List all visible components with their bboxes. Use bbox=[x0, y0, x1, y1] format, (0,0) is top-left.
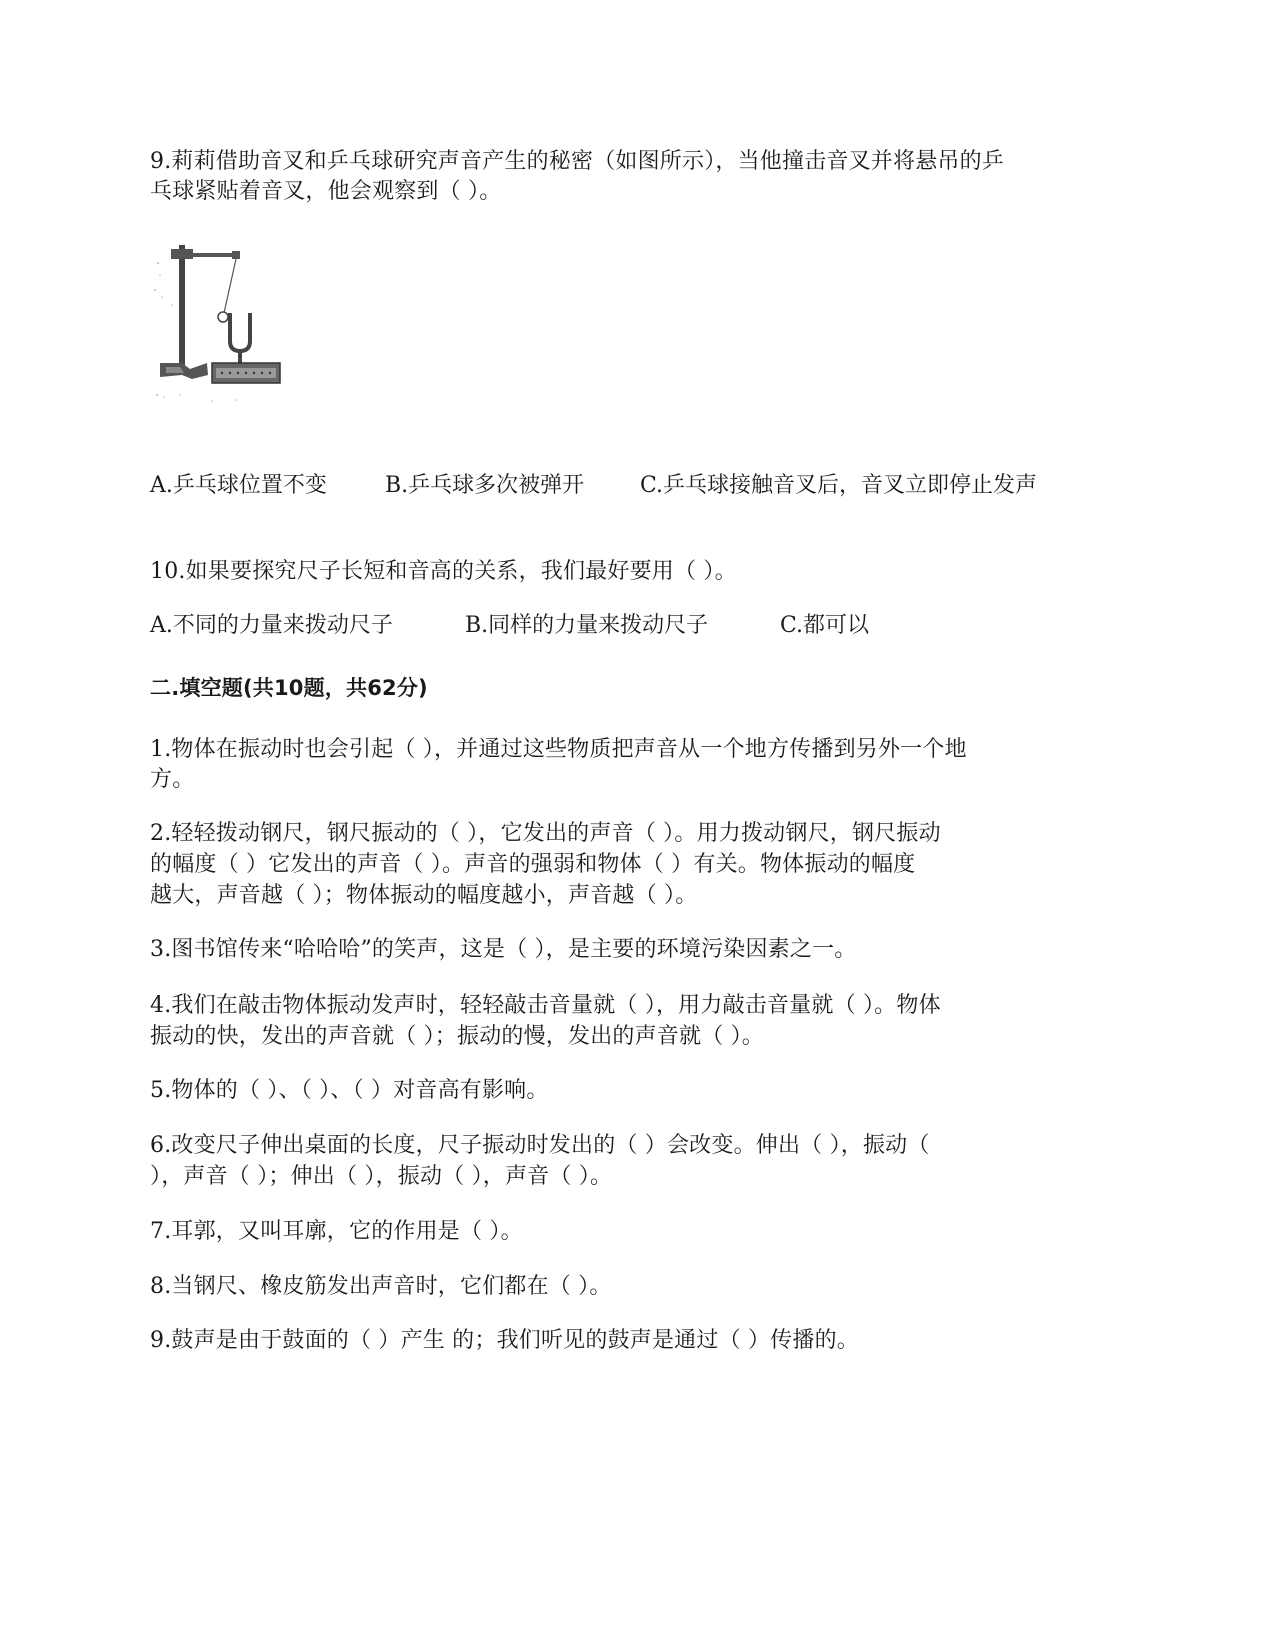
fill-q2-line-3: 越大，声音越（ ）；物体振动的幅度越小，声音越（ ）。 bbox=[150, 883, 698, 908]
q9-option-a: A.乒乓球位置不变 bbox=[150, 473, 327, 498]
fill-q9-line-1: 9.鼓声是由于鼓面的（ ）产生 的；我们听见的鼓声是通过（ ）传播的。 bbox=[150, 1328, 859, 1353]
q10-option-b: B.同样的力量来拨动尺子 bbox=[465, 613, 709, 638]
q9-option-c: C.乒乓球接触音叉后，音叉立即停止发声 bbox=[640, 473, 1038, 498]
q10-option-c: C.都可以 bbox=[780, 613, 870, 638]
q10-option-a: A.不同的力量来拨动尺子 bbox=[150, 613, 393, 638]
fill-q2-line-1: 2.轻轻拨动钢尺，钢尺振动的（ ），它发出的声音（ ）。用力拨动钢尺，钢尺振动 bbox=[150, 821, 941, 846]
q9-stem-line-1: 9.莉莉借助音叉和乒乓球研究声音产生的秘密（如图所示），当他撞击音叉并将悬吊的乒 bbox=[150, 149, 1004, 174]
fill-q8-line-1: 8.当钢尺、橡皮筋发出声音时，它们都在（ ）。 bbox=[150, 1274, 612, 1299]
fill-q6-line-1: 6.改变尺子伸出桌面的长度，尺子振动时发出的（ ）会改变。伸出（ ），振动（ bbox=[150, 1133, 930, 1158]
q9-stem-line-2: 乓球紧贴着音叉，他会观察到（ ）。 bbox=[150, 179, 502, 204]
fill-q7-line-1: 7.耳郭，又叫耳廓，它的作用是（ ）。 bbox=[150, 1219, 523, 1244]
fill-q4-line-1: 4.我们在敲击物体振动发声时，轻轻敲击音量就（ ），用力敲击音量就（ ）。物体 bbox=[150, 993, 941, 1018]
fill-q1-line-2: 方。 bbox=[150, 767, 195, 792]
fill-q1-line-1: 1.物体在振动时也会引起（ ），并通过这些物质把声音从一个地方传播到另外一个地 bbox=[150, 737, 967, 762]
fill-q5-line-1: 5.物体的（ ）、（ ）、（ ）对音高有影响。 bbox=[150, 1078, 549, 1103]
fill-q3-line-1: 3.图书馆传来“哈哈哈”的笑声，这是（ ），是主要的环境污染因素之一。 bbox=[150, 937, 857, 962]
fill-q2-line-2: 的幅度（ ）它发出的声音（ ）。声音的强弱和物体（ ）有关。物体振动的幅度 bbox=[150, 852, 916, 877]
fill-q6-line-2: ），声音（ ）；伸出（ ），振动（ ），声音（ ）。 bbox=[150, 1164, 613, 1189]
q10-stem: 10.如果要探究尺子长短和音高的关系，我们最好要用（ ）。 bbox=[150, 559, 737, 584]
q9-option-b: B.乒乓球多次被弹开 bbox=[385, 473, 585, 498]
tuning-fork-pingpong-apparatus-icon bbox=[152, 245, 292, 420]
section-heading-fill-in: 二.填空题(共10题，共62分) bbox=[150, 676, 428, 700]
fill-q4-line-2: 振动的快，发出的声音就（ ）；振动的慢，发出的声音就（ ）。 bbox=[150, 1024, 764, 1049]
